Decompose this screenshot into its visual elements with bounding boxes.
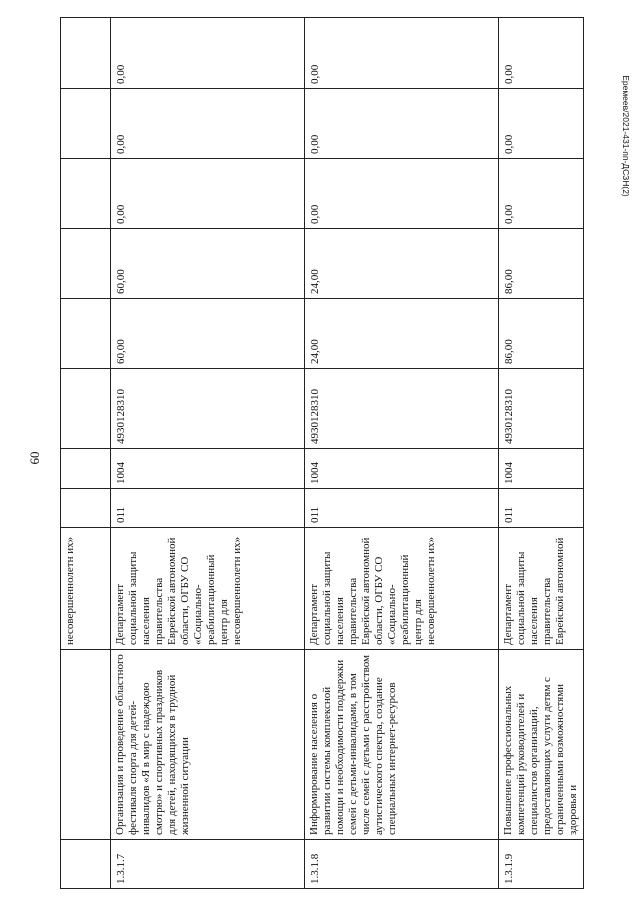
cell-executor: Департамент социальной защиты населения правительства Еврейской автономной области, ОГБУ СО «Социально-реабилитационный центр для несовершеннолетн их» — [305, 528, 499, 650]
cell-rzpr — [61, 449, 111, 489]
cell-value-4 — [61, 89, 111, 159]
cell-value-3: 0,00 — [305, 159, 499, 229]
cell-executor: несовершеннолетн их» — [61, 528, 111, 650]
cell-value-4: 0,00 — [499, 89, 584, 159]
cell-rzpr: 1004 — [499, 449, 584, 489]
cell-grbs — [61, 489, 111, 528]
budget-table — [60, 17, 584, 889]
cell-title: Повышение профессиональных компетенций руководителей и специалистов организаций, предоставляющих услуги детям с ограниченными возможностями здоровья и — [499, 650, 584, 840]
table-row-continuation — [61, 18, 111, 889]
cell-value-3 — [61, 159, 111, 229]
cell-value-5 — [61, 18, 111, 89]
cell-title: Организация и проведение областного фестиваля спорта для детей-инвалидов «Я в мир с надеждою смотрю» и спортивных праздников для детей, находящихся в трудной жизненной ситуации — [111, 650, 305, 840]
cell-grbs: 011 — [111, 489, 305, 528]
page-number: 60 — [27, 451, 42, 465]
cell-executor: Департамент социальной защиты населения правительства Еврейской автономной области, ОГБУ СО «Социально-реабилитационный центр для несовершеннолетн их» — [111, 528, 305, 650]
cell-number — [61, 840, 111, 889]
cell-title: Информирование населения о развитии системы комплексной помощи и необходимости поддержки семей с детьми-инвалидами, в том числе семей с детьми с расстройством аутистического спектра, создание специальных интернет-ресурсов — [305, 650, 499, 840]
cell-title — [61, 650, 111, 840]
table-row — [111, 18, 305, 889]
cell-value-3: 0,00 — [499, 159, 584, 229]
cell-number: 1.3.1.9 — [499, 840, 584, 889]
cell-value-1: 86,00 — [499, 299, 584, 369]
cell-value-2 — [61, 229, 111, 299]
cell-value-5: 0,00 — [111, 18, 305, 89]
cell-rzpr: 1004 — [111, 449, 305, 489]
document-code: Еремеев/2021-431-пп-ДСЗН(2) — [621, 75, 631, 197]
cell-value-1: 24,00 — [305, 299, 499, 369]
rotated-table-layer — [60, 18, 579, 889]
cell-csr — [61, 369, 111, 449]
table-row — [499, 18, 584, 889]
cell-value-2: 60,00 — [111, 229, 305, 299]
cell-value-1 — [61, 299, 111, 369]
cell-grbs: 011 — [499, 489, 584, 528]
cell-value-5: 0,00 — [499, 18, 584, 89]
cell-value-1: 60,00 — [111, 299, 305, 369]
table-row — [305, 18, 499, 889]
cell-csr: 4930128310 — [305, 369, 499, 449]
cell-rzpr: 1004 — [305, 449, 499, 489]
cell-value-4: 0,00 — [111, 89, 305, 159]
cell-number: 1.3.1.7 — [111, 840, 305, 889]
cell-grbs: 011 — [305, 489, 499, 528]
cell-csr: 4930128310 — [499, 369, 584, 449]
cell-value-2: 24,00 — [305, 229, 499, 299]
cell-value-4: 0,00 — [305, 89, 499, 159]
cell-number: 1.3.1.8 — [305, 840, 499, 889]
cell-value-5: 0,00 — [305, 18, 499, 89]
cell-value-3: 0,00 — [111, 159, 305, 229]
table-container — [60, 18, 579, 889]
cell-csr: 4930128310 — [111, 369, 305, 449]
cell-executor: Департамент социальной защиты населения правительства Еврейской автономной — [499, 528, 584, 650]
cell-value-2: 86,00 — [499, 229, 584, 299]
